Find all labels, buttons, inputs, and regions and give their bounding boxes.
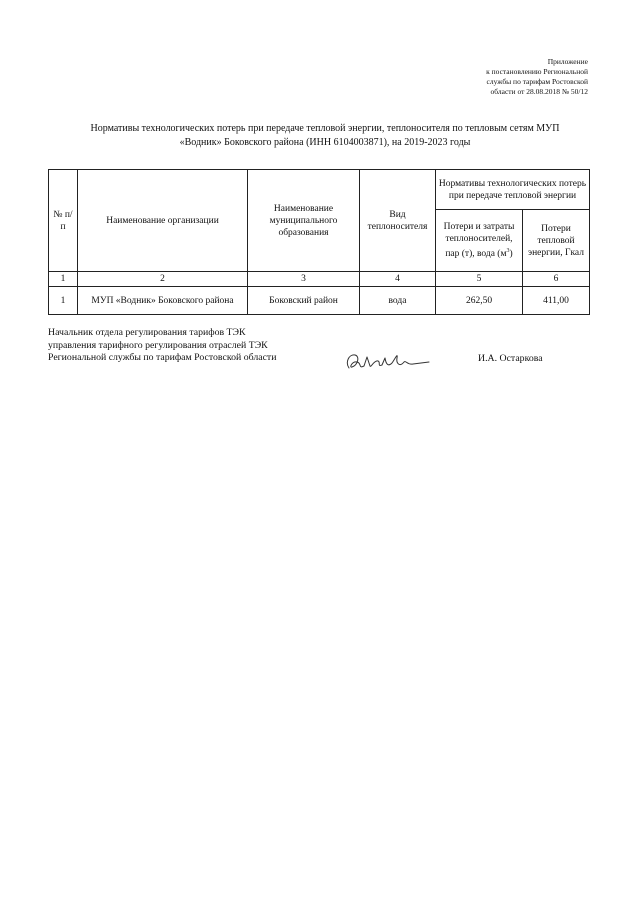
header-municipality: Наименование муниципального образования bbox=[248, 170, 360, 272]
header-losses-text: Потери и затраты теплоносителей, пар (т), вода (м bbox=[443, 221, 515, 260]
annex-line: службы по тарифам Ростовской bbox=[486, 77, 588, 86]
column-number: 1 bbox=[49, 272, 78, 287]
position-line: управления тарифного регулирования отраслей ТЭК bbox=[48, 339, 268, 351]
header-norms-group: Нормативы технологических потерь при передаче тепловой энергии bbox=[436, 170, 590, 210]
norms-table bbox=[48, 169, 590, 315]
table-header-row bbox=[49, 170, 590, 210]
document-title bbox=[40, 122, 610, 150]
cell-losses: 262,50 bbox=[436, 287, 523, 315]
title-line-2: «Водник» Боковского района (ИНН 6104003871), на 2019-2023 годы bbox=[179, 137, 471, 148]
annex-line: Приложение bbox=[547, 57, 588, 66]
cell-carrier: вода bbox=[360, 287, 436, 315]
signer-name: И.А. Остаркова bbox=[478, 353, 543, 364]
cell-municipality: Боковский район bbox=[248, 287, 360, 315]
cell-num: 1 bbox=[49, 287, 78, 315]
annex-line: области от 28.08.2018 № 50/12 bbox=[490, 87, 588, 96]
column-number: 6 bbox=[523, 272, 590, 287]
column-number: 5 bbox=[436, 272, 523, 287]
header-heat: Потери тепловой энергии, Гкал bbox=[523, 210, 590, 272]
cell-heat: 411,00 bbox=[523, 287, 590, 315]
header-losses-end: ) bbox=[509, 249, 513, 260]
handwritten-signature bbox=[343, 348, 433, 376]
column-number: 4 bbox=[360, 272, 436, 287]
title-line-1: Нормативы технологических потерь при передаче тепловой энергии, теплоносителя по тепловым сетям МУП bbox=[90, 123, 560, 134]
annex-line: к постановлению Региональной bbox=[486, 67, 588, 76]
position-line: Региональной службы по тарифам Ростовской области bbox=[48, 352, 277, 363]
header-losses-sup: 3 bbox=[506, 247, 510, 254]
signatory-position bbox=[48, 327, 348, 365]
table-row bbox=[49, 287, 590, 315]
column-number: 3 bbox=[248, 272, 360, 287]
column-number-row bbox=[49, 272, 590, 287]
header-carrier: Вид теплоносителя bbox=[360, 170, 436, 272]
column-number: 2 bbox=[78, 272, 248, 287]
cell-organization: МУП «Водник» Боковского района bbox=[78, 287, 248, 315]
header-num: № п/п bbox=[49, 170, 78, 272]
header-losses bbox=[436, 210, 523, 272]
header-organization: Наименование организации bbox=[78, 170, 248, 272]
annex-note bbox=[388, 57, 588, 97]
position-line: Начальник отдела регулирования тарифов ТЭК bbox=[48, 327, 246, 338]
